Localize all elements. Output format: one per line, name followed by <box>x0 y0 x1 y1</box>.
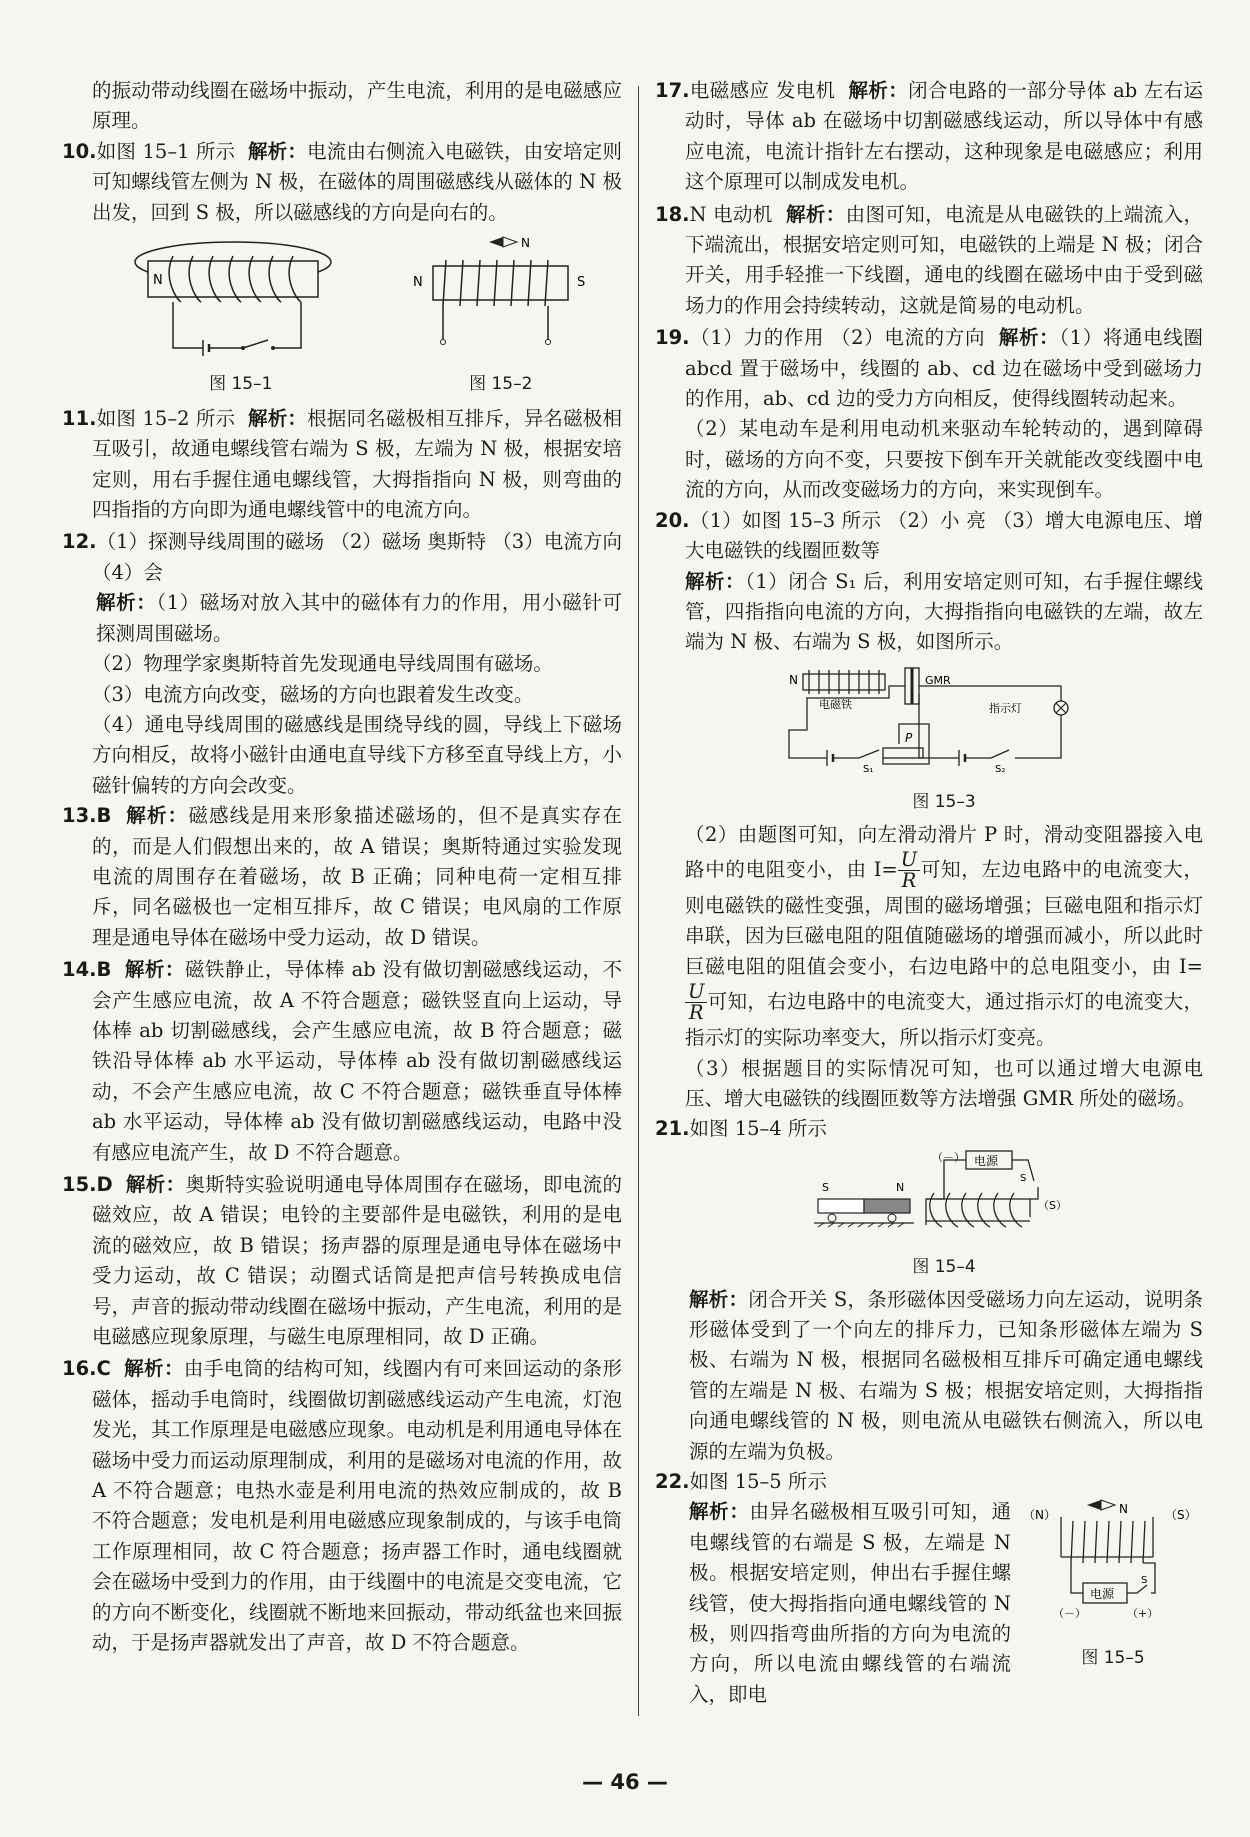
figure-15-4-caption: 图 15–4 <box>912 1257 976 1278</box>
svg-text:S: S <box>1141 1575 1148 1587</box>
svg-text:S: S <box>576 275 586 291</box>
svg-text:指示灯: 指示灯 <box>989 701 1022 715</box>
answer-20-analysis-3: （3）根据题目的实际情况可知，也可以通过增大电源电压、增大电磁铁的线圈匝数等方法增强 GMR 所处的磁场。 <box>685 1056 1203 1110</box>
figure-15-2 <box>411 236 591 400</box>
answer-14: 14.B 解析：磁铁静止，导体棒 ab 没有做切割磁感线运动，不会产生感应电流，故 A 不符合题意；磁铁竖直向上运动，导体棒 ab 切割磁感线，会产生感应电流，故 B 符合题意；磁铁沿导体棒 ab 水平运动，导体棒 ab 没有做切割磁感线运动，不会产生感应电流，故 C 不符合题意；磁铁垂直导体棒 ab 水平运动，导体棒 ab 没有做切割磁感线运动，电路中没有感应电流产生，故 D 不符合题意。 <box>62 958 622 1164</box>
answer-16: 16.C 解析：由手电筒的结构可知，线圈内有可来回运动的条形磁体，摇动手电筒时，线圈做切割磁感线运动产生电流，灯泡发光，其工作原理是电磁感应现象。电动机是利用通电导体在磁场中受力而运动原理制成，利用的是磁场对电流的作用，故 A 不符合题意；电热水壶是利用电流的热效应制成的，故 B 不符合题意；发电机是利用电磁感应现象制成的，与该手电筒工作原理相同，故 C 符合题意；扬声器工作时，通电线圈就会在磁场中受到力的作用，由于线圈中的电流是交变电流，它的方向不断变化，线圈就不断地来回振动，带动纸盆也来回振动，于是扬声器就发出了声音，故 D 不符合题意。 <box>62 1357 622 1655</box>
figure-15-2-caption: 图 15–2 <box>469 374 533 395</box>
figure-15-1 <box>133 236 348 400</box>
svg-text:电源: 电源 <box>974 1153 999 1168</box>
fraction-u-over-r: $\frac{U}{R}$ <box>898 850 920 891</box>
answer-12-analysis-1: 解析：（1）磁场对放入其中的磁体有力的作用，用小磁针可探测周围磁场。 <box>96 591 622 645</box>
bar-magnet-solenoid-diagram <box>814 1147 1074 1239</box>
answer-20-analysis-1: 解析：（1）闭合 S₁ 后，利用安培定则可知，右手握住螺线管，四指指向电流的方向，大拇指指向电磁铁的左端，故左端为 N 极、右端为 S 极，如图所示。 <box>685 569 1203 654</box>
svg-text:N: N <box>412 275 423 291</box>
page-number: — 46 — <box>582 1770 668 1794</box>
svg-text:P: P <box>905 730 913 745</box>
svg-text:S: S <box>1020 1172 1027 1184</box>
answer-22: 22.如图 15–5 所示 <box>655 1470 827 1494</box>
svg-text:N: N <box>896 1180 905 1194</box>
answer-19-analysis-2: （2）某电动车是利用电动机来驱动车轮转动的，遇到障碍时，磁场的方向不变，只要按下倒车开关就能改变线圈中电流的方向，从而改变磁场力的方向，来实现倒车。 <box>685 417 1203 502</box>
fraction-u-over-r-2: $\frac{U}{R}$ <box>685 982 707 1023</box>
svg-text:S₁: S₁ <box>863 763 874 774</box>
svg-text:S: S <box>822 1180 829 1194</box>
figure-15-3-caption: 图 15–3 <box>912 792 976 813</box>
svg-text:（S）: （S） <box>1038 1198 1067 1212</box>
figure-15-4 <box>685 1147 1203 1283</box>
svg-text:N: N <box>789 672 798 687</box>
svg-text:电磁铁: 电磁铁 <box>819 697 852 711</box>
answer-12: 12.（1）探测导线周围的磁场 （2）磁场 奥斯特 （3）电流方向 （4）会 <box>62 530 622 584</box>
answer-12-analysis-3: （3）电流方向改变，磁场的方向也跟着发生改变。 <box>92 682 534 706</box>
answer-15: 15.D 解析：奥斯特实验说明通电导体周围存在磁场，即电流的磁效应，故 A 错误；电铃的主要部件是电磁铁，利用的是电流的磁效应，故 B 错误；扬声器的原理是通电导体在磁场中受力运动，故 C 错误；动圈式话筒是把声信号转换成电信号，声音的振动带动线圈在磁场中振动，产生电流，利用的是电磁感应现象原理，与磁生电原理相同，故 D 正确。 <box>62 1173 622 1349</box>
solenoid-diagram-2 <box>411 236 591 356</box>
continued-text: 的振动带动线圈在磁场中振动，产生电流，利用的是电磁感应原理。 <box>92 79 622 133</box>
right-column <box>655 76 1203 1710</box>
left-column <box>62 76 622 1659</box>
svg-text:（+）: （+） <box>1127 1607 1159 1621</box>
answer-21-analysis: 解析：闭合开关 S，条形磁体因受磁场力向左运动，说明条形磁体受到了一个向左的排斥力，已知条形磁体左端为 S 极、右端为 N 极，根据同名磁极相互排斥可确定通电螺线管的左端是 N 极、右端为 S 极；根据安培定则，大拇指指向通电螺线管的 N 极，则电流从电磁铁右侧流入，所以电源的左端为负极。 <box>689 1287 1203 1463</box>
svg-text:（N）: （N） <box>1023 1508 1056 1523</box>
answer-12-analysis-4: （4）通电导线周围的磁感线是围绕导线的圆，导线上下磁场方向相反，故将小磁针由通电直导线下方移至直导线上方，小磁针偏转的方向会改变。 <box>92 712 622 797</box>
gmr-circuit-diagram <box>779 664 1109 774</box>
svg-text:（－）: （－） <box>932 1150 965 1164</box>
answer-20-analysis-2: （2）由题图可知，向左滑动滑片 P 时，滑动变阻器接入电路中的电阻变小，由 I= $\frac{U}{R}$ 可知，左边电路中的电流变大，则电磁铁的磁性变强，周围的磁场增强；巨磁电阻和指示灯串联，因为巨磁电阻的阻值随磁场的增强而减小，所以此时巨磁电阻的阻值会变小，右边电路中的总电阻变小，由 I= $\frac{U}{R}$ 可知，右边电路中的电流变大，通过指示灯的电流变大，指示灯的实际功率变大，所以指示灯变亮。 <box>685 822 1203 1050</box>
answer-11: 11.如图 15–2 所示 解析：根据同名磁极相互排斥，异名磁极相互吸引，故通电螺线管右端为 S 极，左端为 N 极，根据安培定则，用右手握住通电螺线管，大拇指指向 N 极，则弯曲的四指指的方向即为通电螺线管中的电流方向。 <box>62 406 622 522</box>
figure-15-5 <box>1023 1497 1203 1673</box>
answer-22-analysis: 解析：由异名磁极相互吸引可知，通电螺线管的右端是 S 极，左端是 N 极。根据安培定则，伸出右手握住螺线管，使大拇指指向通电螺线管的 N 极，则四指弯曲所指的方向为电流的方向，所以电流由螺线管的右端流入，即电 <box>689 1500 1011 1706</box>
svg-text:电源: 电源 <box>1090 1587 1115 1602</box>
figure-15-1-caption: 图 15–1 <box>209 374 273 395</box>
solenoid-source-diagram <box>1023 1497 1203 1629</box>
figures-15-1-15-2 <box>102 236 622 400</box>
svg-text:（－）: （－） <box>1053 1607 1086 1621</box>
figure-15-3 <box>685 664 1203 818</box>
answer-13: 13.B 解析：磁感线是用来形象描述磁场的，但不是真实存在的，而是人们假想出来的，故 A 错误；奥斯特通过实验发现电流的周围存在着磁场，故 B 正确；同种电荷一定相互排斥，同名磁极也一定相互排斥，故 C 错误；电风扇的工作原理是通电导体在磁场中受力运动，故 D 错误。 <box>62 804 622 949</box>
figure-15-5-caption: 图 15–5 <box>1081 1647 1145 1668</box>
answer-17: 17.电磁感应 发电机 解析：闭合电路的一部分导体 ab 左右运动时，导体 ab 在磁场中切割磁感线运动，所以导体中有感应电流，电流计指针左右摆动，这种现象是电磁感应；利用这个原理可以制成发电机。 <box>655 79 1203 194</box>
solenoid-diagram-1 <box>133 236 348 356</box>
svg-text:S₂: S₂ <box>995 763 1006 774</box>
answer-18: 18.N 电动机 解析：由图可知，电流是从电磁铁的上端流入，下端流出，根据安培定则可知，电磁铁的上端是 N 极；闭合开关，用手轻推一下线圈，通电的线圈在磁场中由于受到磁场力的作用会持续转动，这就是简易的电动机。 <box>655 202 1203 317</box>
column-divider <box>638 86 639 1716</box>
svg-text:N: N <box>520 236 530 251</box>
answer-19: 19.（1）力的作用 （2）电流的方向 解析：（1）将通电线圈 abcd 置于磁场中，线圈的 ab、cd 边在磁场中受到磁场力的作用，ab、cd 边的受力方向相反，使得线圈转动起来。 <box>655 326 1203 411</box>
svg-text:GMR: GMR <box>925 673 951 687</box>
answer-12-analysis-2: （2）物理学家奥斯特首先发现通电导线周围有磁场。 <box>92 652 553 676</box>
svg-text:N: N <box>1119 1502 1128 1517</box>
answer-10: 10.如图 15–1 所示 解析：电流由右侧流入电磁铁，由安培定则可知螺线管左侧为 N 极，在磁体的周围磁感线从磁体的 N 极出发，回到 S 极，所以磁感线的方向是向右的。 <box>62 139 622 224</box>
svg-text:N: N <box>153 273 163 289</box>
svg-text:（S）: （S） <box>1165 1508 1197 1523</box>
answer-20: 20.（1）如图 15–3 所示 （2）小 亮 （3）增大电源电压、增大电磁铁的线圈匝数等 <box>655 508 1203 563</box>
answer-21: 21.如图 15–4 所示 <box>655 1117 827 1141</box>
